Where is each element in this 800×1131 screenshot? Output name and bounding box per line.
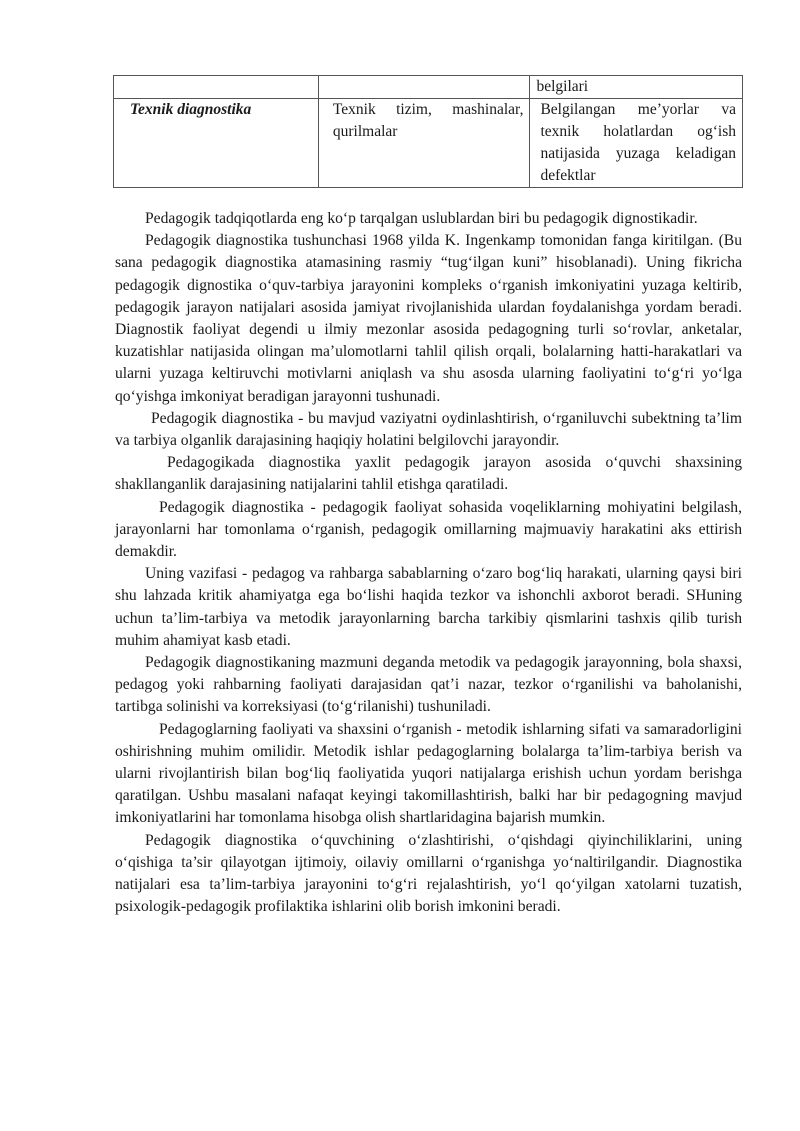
table-cell — [318, 76, 530, 99]
paragraph: Uning vazifasi - pedagog va rahbarga sabablarning o‘zaro bog‘liq harakati, ularning qaysi biri shu lahzada kritik ahamiyatga ega bo‘lishi haqida tezkor va ishonchli axborot beradi. SHuning uchun ta’lim-tarbiya va metodik jarayonlarning barcha tarkibiy qismlarini tashxis qilib turish muhim ahamiyat kasb etadi. — [115, 565, 742, 649]
paragraph: Pedagoglarning faoliyati va shaxsini o‘rganish - metodik ishlarning sifati va samaradorligini oshirishning muhim omilidir. Metodik ishlar pedagoglarning bolalarga ta’lim-tarbiya berish va ularni rivojlantirish bilan bog‘liq faoliyatida yuqori natijalarga erishish uchun yordam berishga qaratilgan. Ushbu masalani nafaqat keyingi takomillashtirish, balki har bir pedagogning mavjud imkoniyatlarini har tomonlama hisobga olish shartlaridagina bajarish mumkin. — [115, 720, 742, 827]
paragraph: Pedagogik diagnostika - bu mavjud vaziyatni oydinlashtirish, o‘rganiluvchi subektning ta’lim va tarbiya olganlik darajasining haqiqiy holatini belgilovchi jarayondir. — [115, 409, 742, 450]
table-row — [114, 76, 743, 99]
paragraph: Pedagogik diagnostikaning mazmuni deganda metodik va pedagogik jarayonning, bola shaxsi, pedagog yoki rahbarning faoliyati darajasidan qat’i nazar, tezkor o‘rganilishi va baholanishi, tartibga solinishi va korreksiyasi (to‘g‘rilanishi) tushuniladi. — [115, 654, 742, 716]
body-text — [115, 208, 742, 919]
table-cell — [114, 99, 319, 188]
paragraph: Pedagogik diagnostika o‘quvchining o‘zlashtirishi, o‘qishdagi qiyinchiliklarini, uning o‘qishiga ta’sir qilayotgan ijtimoiy, oilaviy omillarni o‘rganishga yo‘naltirilgandir. Diagnostika natijalari esa ta’lim-tarbiya jarayonini to‘g‘ri rejalashtirish, yo‘l qo‘yilgan xatolarni tuzatish, psixologik-pedagogik profilaktika ishlarini olib borish imkonini beradi. — [115, 831, 742, 916]
paragraph: Pedagogikada diagnostika yaxlit pedagogik jarayon asosida o‘quvchi shaxsining shakllanganlik darajasining natijalarini tahlil etishga qaratiladi. — [115, 454, 742, 494]
table-cell: belgilari — [530, 76, 743, 99]
diagnostics-table — [113, 75, 743, 188]
diagnostics-type-label: Texnik diagnostika — [130, 101, 252, 118]
table-cell: Texnik tizim, mashinalar, qurilmalar — [318, 99, 530, 188]
table-cell — [114, 76, 319, 99]
paragraph: Pedagogik diagnostika - pedagogik faoliyat sohasida voqeliklarning mohiyatini belgilash, jarayonlarni har tomonlama o‘rganish, pedagogik omillarning majmuaviy harakatini aks ettirish demakdir. — [115, 498, 742, 561]
table-cell: Belgilangan me’yorlar va texnik holatlardan og‘ish natijasida yuzaga keladigan defektlar — [530, 99, 743, 188]
paragraph: Pedagogik diagnostika tushunchasi 1968 yilda K. Ingenkamp tomonidan fanga kiritilgan. (Bu sana pedagogik diagnostika atamasining rasmiy “tug‘ilgan kuni” hisoblanadi). Uning fikricha pedagogik dignostika o‘quv-tarbiya jarayonini kompleks o‘rganish imkoniyatini yuzaga keltirib, pedagogik jarayon natijalari asosida jamiyat rivojlanishida ulardan foydalanishga yordam beradi. Diagnostik faoliyat degendi u ilmiy mezonlar asosida pedagogning turli so‘rovlar, anketalar, kuzatishlar natijasida olingan ma’ulomotlarni tahlil qilish orqali, bolalarning hatti-harakatlari va ularni yuzaga keltiruvchi motivlarni aniqlash va shu asosda ularning faoliyatini to‘g‘ri yo‘lga qo‘yishga imkoniyat beradigan jarayonni tushunadi. — [115, 232, 742, 405]
paragraph: Pedagogik tadqiqotlarda eng ko‘p tarqalgan uslublardan biri bu pedagogik dignostikadir. — [145, 210, 698, 227]
table-row — [114, 99, 743, 188]
